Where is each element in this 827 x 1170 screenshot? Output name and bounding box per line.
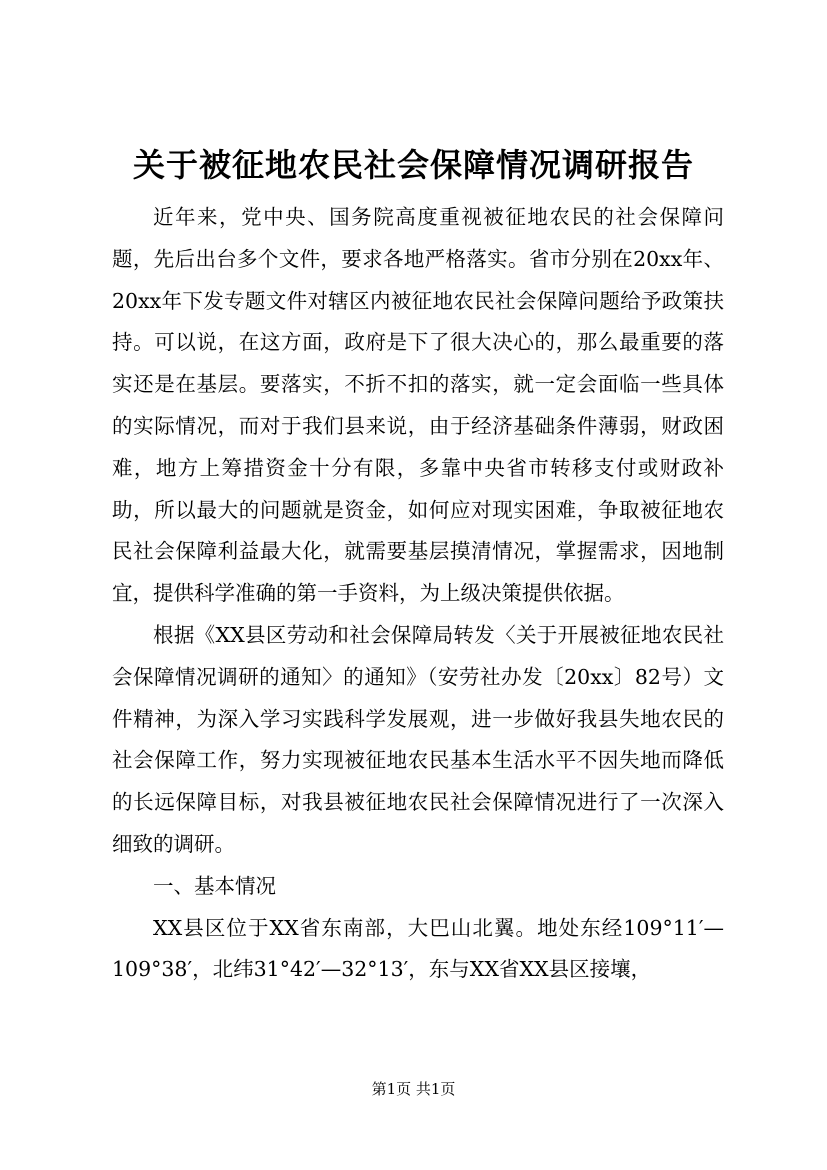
- page-number-footer: 第1页 共1页: [371, 1080, 456, 1098]
- document-title: 关于被征地农民社会保障情况调研报告: [132, 146, 694, 184]
- paragraph-basis: 根据《XX县区劳动和社会保障局转发〈关于开展被征地农民社会保障情况调研的通知〉的通知》（安劳社办发〔20xx〕82号）文件精神，为深入学习实践科学发展观，进一步做好我县失地农民的社会保障工作，努力实现被征地农民基本生活水平不因失地而降低的长远保障目标，对我县被征地农民社会保障情况进行了一次深入细致的调研。: [112, 622, 724, 856]
- document-body: [112, 197, 724, 991]
- paragraph-location: XX县区位于XX省东南部，大巴山北翼。地处东经109°11′—109°38′，北纬31°42′—32°13′，东与XX省XX县区接壤，: [112, 915, 724, 982]
- section-heading-basic-info: 一、基本情况: [153, 873, 276, 898]
- paragraph-intro: 近年来，党中央、国务院高度重视被征地农民的社会保障问题，先后出台多个文件，要求各地严格落实。省市分别在20xx年、20xx年下发专题文件对辖区内被征地农民社会保障问题给予政策扶持。可以说，在这方面，政府是下了很大决心的，那么最重要的落实还是在基层。要落实，不折不扣的落实，就一定会面临一些具体的实际情况，而对于我们县来说，由于经济基础条件薄弱，财政困难，地方上筹措资金十分有限，多靠中央省市转移支付或财政补助，所以最大的问题就是资金，如何应对现实困难，争取被征地农民社会保障利益最大化，就需要基层摸清情况，掌握需求，因地制宜，提供科学准确的第一手资料，为上级决策提供依据。: [112, 205, 724, 606]
